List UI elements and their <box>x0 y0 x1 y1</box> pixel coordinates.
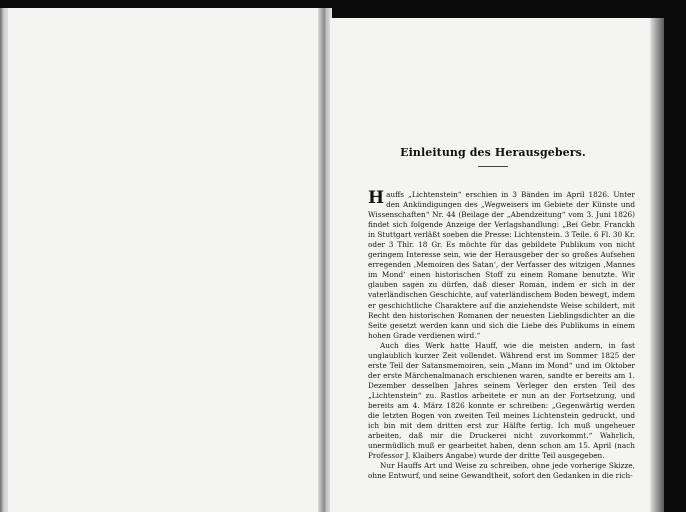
drop-cap: H <box>368 188 385 208</box>
body-text <box>368 190 635 481</box>
heading-rule <box>478 166 508 167</box>
chapter-heading: Einleitung des Herausgebers. <box>400 146 586 159</box>
paragraph-2: Auch dies Werk hatte Hauff, wie die meisten andern, in fast unglaublich kurzer Zeit vollendet. Während erst im Sommer 1825 der erste Teil der Satansmemoiren, sein „Mann im Mond“ und im Oktober der erste Märchenalmanach erschienen waren, sandte er bereits am 1. Dezember desselben Jahres seinem Verleger den ersten Teil des „Lichtenstein“ zu. Rastlos arbeitete er nun an der Fortsetzung, und bereits am 4. März 1826 konnte er schreiben: „Gegenwärtig werden die letzten Bogen von zweiten Teil meines Lichtenstein gedruckt, und ich bin mit dem dritten erst zur Hälfte fertig. Ich muß ungeheuer arbeiten, daß mir die Druckerei nicht zuvorkommt.“ Wahrlich, unermüdlich muß er gearbeitet haben, denn schon am 15. April (nach Professor J. Klaibers Angabe) wurde der dritte Teil ausgegeben. <box>368 340 635 461</box>
paragraph-1 <box>368 190 635 341</box>
paragraph-3: Nur Hauffs Art und Weise zu schreiben, ohne jede vorherige Skizze, ohne Entwurf, und seine Gewandtheit, sofort den Gedanken in die rich- <box>368 461 635 481</box>
left-page-blank <box>8 8 326 512</box>
right-page-edge <box>650 18 664 512</box>
paragraph-1-text: auffs „Lichtenstein“ erschien in 3 Bänden im April 1826. Unter den Ankündigungen des „Wegweisers im Gebiete der Künste und Wissenschaften“ Nr. 44 (Beilage der „Abendzeitung“ vom 3. Juni 1826) findet sich folgende Anzeige der Verlagshandlung: „Bei Gebr. Franckh in Stuttgart verläßt soeben die Presse: Lichtenstein. 3 Teile. 6 Fl. 30 Kr. oder 3 Thlr. 18 Gr. Es möchte für das gebildete Publikum von nicht geringem Interesse sein, wie der Herausgeber der so großes Aufsehen erregenden ‚Memoiren des Satan‘, der Verfasser des witzigen ‚Mannes im Mond‘ einen historischen Stoff zu einem Romane benutzte. Wir glauben sagen zu dürfen, daß dieser Roman, indem er sich in der vaterländischen Geschichte, auf vaterländischem Boden bewegt, indem er geschichtliche Charaktere auf die anziehendste Weise schildert, mit Recht den historischen Romanen der neuesten Lieblingsdichter an die Seite gesetzt werden kann und sich die Liebe des Publikums in einem hohen Grade verdienen wird.“ <box>368 190 635 340</box>
right-page <box>330 18 656 512</box>
